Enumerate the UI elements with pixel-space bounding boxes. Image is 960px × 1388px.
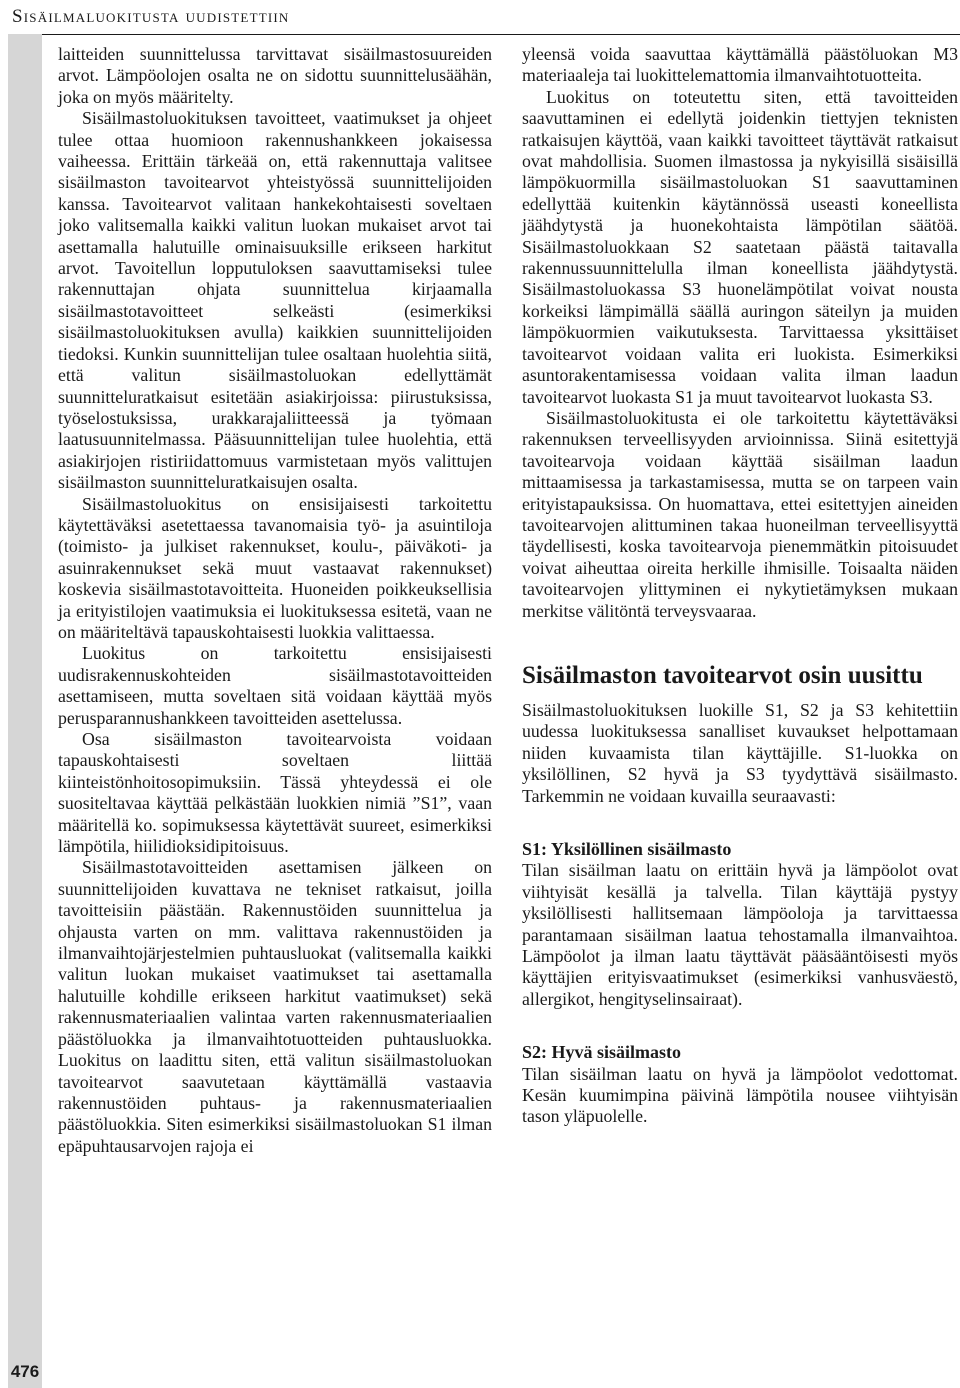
running-header (8, 2, 960, 34)
paragraph: Sisäilmastoluokituksen luokille S1, S2 ja S3 kehitettiin uudessa luokituksessa sanalliset kuvaukset helpottamaan niiden kuvaamista tilan käyttäjille. S1-luokka on yksilöllinen, S2 hyvä ja S3 tyydyttävä sisäilmasto. Tarkemmin ne voidaan kuvailla seuraavasti: (522, 699, 958, 806)
paragraph: Sisäilmastoluokituksen tavoitteet, vaatimukset ja ohjeet tulee ottaa huomioon rakennushankkeen jokaisessa vaiheessa. Erittäin tärkeää on, että rakennuttaja valitsee sisäilmaston tavoitearvot yhteistyössä suunnittelijoiden kanssa. Tavoitearvot valitaan hankekohtaisesti soveltaen joko valitsemalla kaikki valitun luokan mukaiset arvot tai asettamalla halutuille ominaisuuksille erikseen harkitut arvot. Tavoitellun lopputuloksen saavuttamiseksi tulee rakennuttajan ohjata suunnittelua kirjaamalla sisäilmastotavoitteet selkeästi (esimerkiksi sisäilmastoluokituksen avulla) kaikkien suunnittelijoiden tiedoksi. Kunkin suunnittelijan tulee osaltaan huolehtia siitä, että valitun sisäilmastoluokan edellyttämät suunnitteluratkaisut esitetään asiakirjoissa: piirustuksissa, työselostuksissa, urakkarajaliitteessä ja työmaan laatusuunnitelmassa. Pääsuunnittelijan tulee huolehtia, että asiakirjojen ristiriidattomuus varmistetaan myös valittujen sisäilmaston suunnitteluratkaisujen osalta. (58, 108, 492, 493)
s1-heading: S1: Yksilöllinen sisäilmasto (522, 839, 732, 859)
paragraph: Sisäilmastoluokitus on ensisijaisesti tarkoitettu käytettäväksi asetettaessa tavanomaisia työ- ja asuintiloja (toimisto- ja julkiset rakennukset, koulu-, päiväkoti- ja asuinrakennukset sekä muut vastaavat rakennukset) koskevia sisäilmastotavoitteita. Huoneiden poikkeuksellisia ja erityistilojen vaatimuksia ei luokituksessa esitetä, vaan ne on määriteltävä tapauskohtaisesti luokkia valittaessa. (58, 493, 492, 642)
section-heading: Sisäilmaston tavoitearvot osin uusittu (522, 661, 923, 689)
paragraph: Sisäilmastoluokitusta ei ole tarkoitettu käytettäväksi rakennuksen terveellisyyden arvioinnissa. Siinä esitettyjä tavoitearvoja voidaan käyttää sisäilman laadun mittaamisessa ja tarkastamisessa, mutta se on tarpeen vain erityistapauksissa. On huomattava, ettei esitettyjen aineiden tavoitearvojen alittuminen takaa huoneilman terveellisyyttä täydellisesti, koska tavoitearvoja pienemmätkin pitoisuudet voivat aiheuttaa oireita herkille ihmisille. Toisaalta näiden tavoitearvojen ylittyminen ei nykytietämyksen mukaan merkitse välitöntä terveysvaaraa. (522, 407, 958, 621)
s2-description: Tilan sisäilman laatu on hyvä ja lämpöolot vedottomat. Kesän kuumimpina päivinä lämpötila nousee viihtyisän tason yläpuolelle. (522, 1063, 958, 1127)
header-rule (8, 34, 960, 35)
paragraph: Osa sisäilmaston tavoitearvoista voidaan tapauskohtaisesti soveltaen liittää kiinteistönhoitosopimuksiin. Tässä yhteydessä ei ole suositeltavaa käyttää pelkästään luokkien nimiä ”S1”, vaan määritellä ko. sopimuksessa käytettävät suureet, esimerkiksi lämpötila, hiilidioksidipitoisuus. (58, 729, 492, 857)
s1-description: Tilan sisäilman laatu on erittäin hyvä ja lämpöolot ovat viihtyisät kesällä ja talvella. Tilan käyttäjä pystyy yksilöllisesti hallitsemaan lämpöoloja ja tarvittaessa parantamaan sisäilman laatua tehostamalla ilmanvaihtoa. Lämpöolot ja ilman laatu täyttävät pääsääntöisesti myös käyttäjien erityisvaatimukset (esimerkiksi vanhusväestö, allergikot, hengityselinsairaat). (522, 860, 958, 1009)
running-header-title: Sisäilmaluokitusta uudistettiin (12, 6, 290, 27)
left-column (58, 44, 492, 1157)
paragraph: Luokitus on toteutettu siten, että tavoitteiden saavuttaminen ei edellytä joidenkin tiettyjen teknisten ratkaisujen käyttöä, vaan kaikki tavoitteet täyttävät ratkaisut ovat mahdollisia. Suomen ilmastossa ja nykyisillä sisäisillä lämpökuormilla sisäilmastoluokan S1 saavuttaminen edellyttää kuitenkin käytännössä useasti koneellista jäähdytystä ja huonekohtaista lämpötilan säätöä. Sisäilmastoluokkaan S2 saatetaan päästä taitavalla rakennussuunnittelulla ilman koneellista jäähdytystä. Sisäilmastoluokassa S3 huonelämpötilat voivat nousta korkeiksi lämpimällä säällä auringon säteilyn ja muiden lämpökuormien vaikutuksesta. Tarvittaessa yksittäiset tavoitearvot voidaan valita eri luokista. Esimerkiksi asuntorakentamisessa voidaan valita ilman laadun tavoitearvot luokasta S1 ja muut tavoitearvot luokasta S3. (522, 86, 958, 407)
paragraph: yleensä voida saavuttaa käyttämällä päästöluokan M3 materiaaleja tai luokittelemattomia ilmanvaihtotuotteita. (522, 44, 958, 86)
paragraph: laitteiden suunnittelussa tarvittavat sisäilmastosuureiden arvot. Lämpöolojen osalta ne on sidottu suunnittelusäähän, joka on myös määritelty. (58, 44, 492, 107)
right-column (522, 44, 958, 1128)
page-number: 476 (10, 1362, 40, 1381)
paragraph: Sisäilmastotavoitteiden asettamisen jälkeen on suunnittelijoiden kuvattava ne tekniset ratkaisut, joilla tavoitteisiin päästään. Rakennustöiden suunnittelua ja ohjausta varten on mm. valittava rakennustöiden ja ilmanvaihtojärjestelmien puhtausluokat (valitsemalla kaikki valitun luokan mukaiset vaatimukset tai asettamalla halutuille kohdille erikseen harkitut vaatimukset) sekä rakennusmateriaalien valintaa varten rakennusmateriaalien päästöluokka ja ilmanvaihtotuotteiden puhtausluokka. Luokitus on laadittu siten, että valitun sisäilmastoluokan tavoitearvot saavutetaan käyttämällä vastaavia rakennustöiden puhtaus- ja rakennusmateriaalien päästöluokkia. Siten esimerkiksi sisäilmastoluokan S1 ilman epäpuhtausarvojen rajoja ei (58, 857, 492, 1156)
s2-heading: S2: Hyvä sisäilmasto (522, 1042, 682, 1063)
paragraph: Luokitus on tarkoitettu ensisijaisesti uudisrakennuskohteiden sisäilmastotavoitteiden asettamiseen, mutta soveltaen sitä voidaan käyttää myös perusparannushankkeen tavoitteiden asettelussa. (58, 643, 492, 728)
page-margin-bar (8, 34, 42, 1388)
